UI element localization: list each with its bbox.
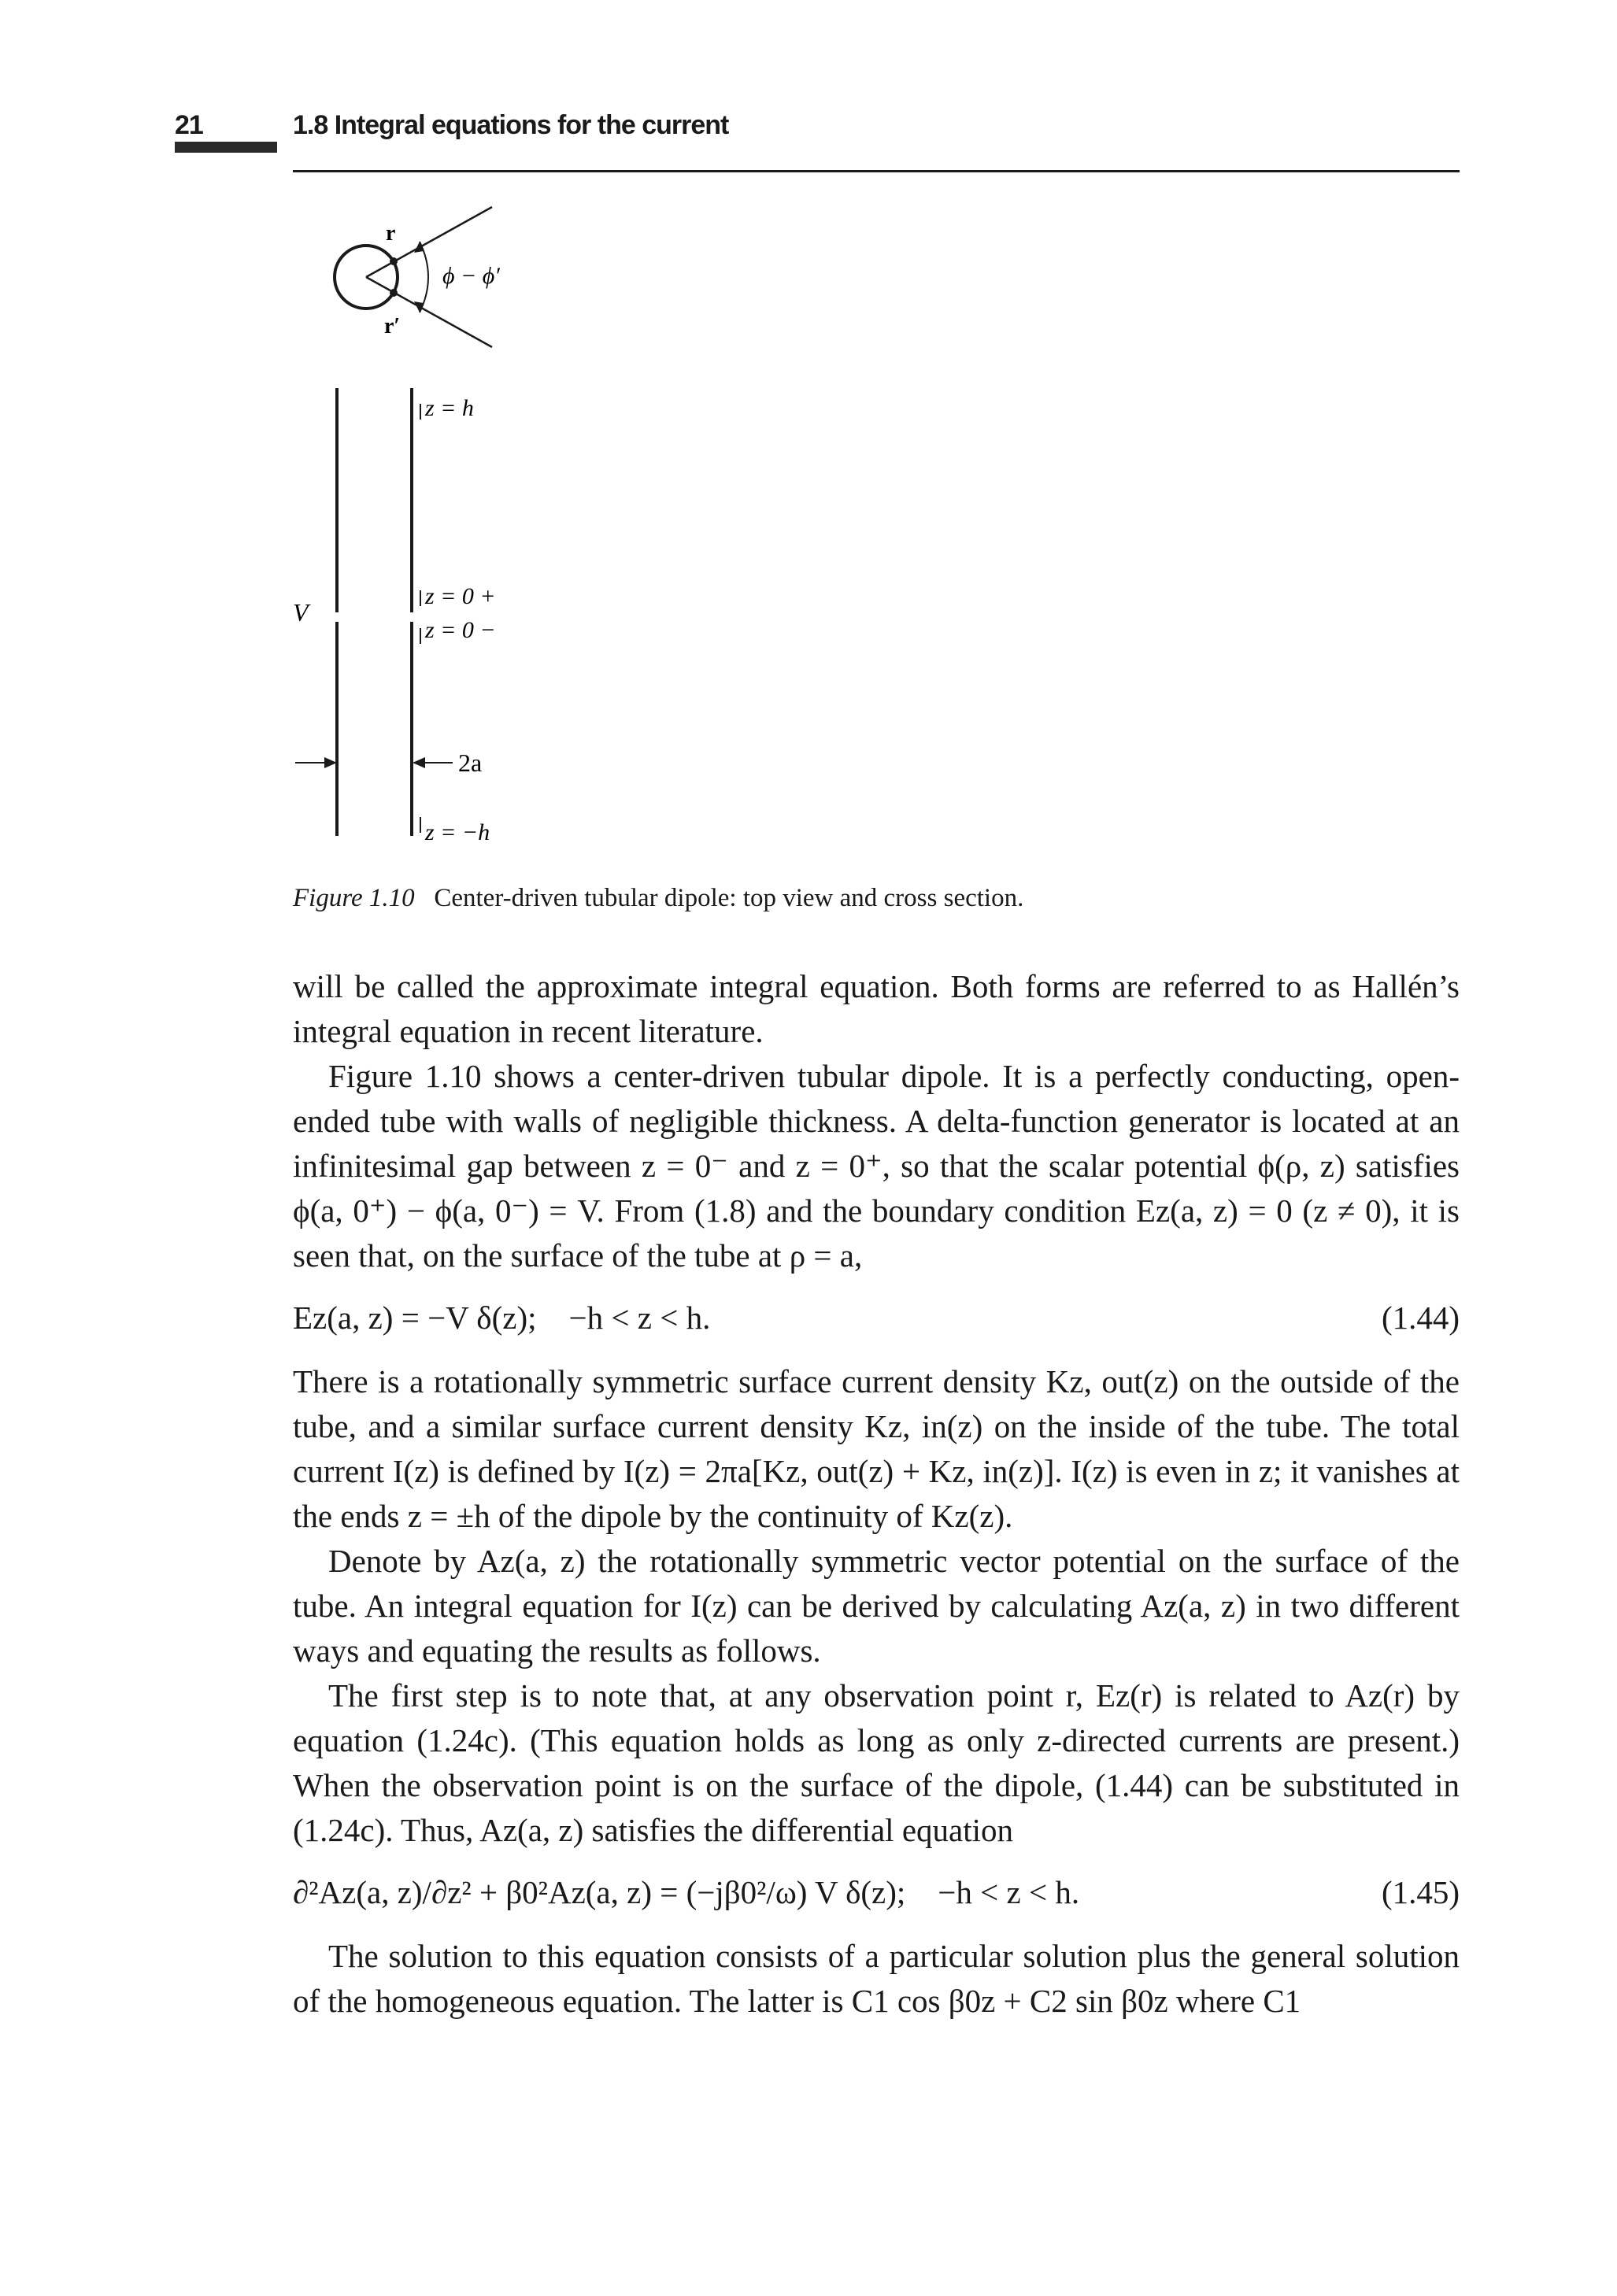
z-minus-label: z = 0 −: [425, 617, 496, 643]
width-label: 2a: [458, 749, 483, 777]
header-rule: [293, 170, 1460, 172]
angle-label: ϕ − ϕ′: [442, 263, 500, 289]
equation-1-45: [293, 1870, 1460, 1915]
page-number: 21: [175, 110, 203, 140]
header-bar: [175, 142, 277, 153]
z-top-label: z = h: [425, 395, 474, 421]
figure-caption: [293, 884, 1023, 913]
paragraph-3: There is a rotationally symmetric surface current density Kz, out(z) on the outside of the tube, and a similar surface current density Kz, in(z) on the inside of the tube. The total current I(z) is defined by I(z) = 2πa[Kz, out(z) + Kz, in(z)]. I(z) is even in z; it vanishes at the ends z = ±h of the dipole by the continuity of Kz(z).: [293, 1363, 1460, 1534]
r-label: r: [386, 221, 396, 246]
paragraph-1: will be called the approximate integral equation. Both forms are referred to as Hallén’s integral equation in recent literature.: [293, 968, 1460, 1049]
r-prime-label: r′: [384, 314, 401, 338]
equation-1-44-number: (1.44): [1381, 1300, 1460, 1336]
caption-label: Figure 1.10: [293, 884, 415, 912]
paragraph-6: The solution to this equation consists of a particular solution plus the general solution of the homogeneous equation. The latter is C1 cos β0z + C2 sin β0z where C1: [293, 1938, 1460, 2019]
equation-1-45-number: (1.45): [1381, 1874, 1460, 1910]
paragraph-4: Denote by Az(a, z) the rotationally symmetric vector potential on the surface of the tube. An integral equation for I(z) can be derived by calculating Az(a, z) in two different ways and equating the results as follows.: [293, 1543, 1460, 1669]
equation-1-44: [293, 1296, 1460, 1340]
equation-1-45-body: ∂²Az(a, z)/∂z² + β0²Az(a, z) = (−jβ0²/ω) V δ(z); −h < z < h.: [293, 1874, 1080, 1910]
caption-text: Center-driven tubular dipole: top view and cross section.: [434, 884, 1024, 912]
section-title: 1.8 Integral equations for the current: [293, 110, 729, 140]
body-text: [293, 964, 1460, 2024]
paragraph-5: The first step is to note that, at any observation point r, Ez(r) is related to Az(r) by equation (1.24c). (This equation holds as long as only z-directed currents are present.) When the observation point is on the surface of the dipole, (1.44) can be substituted in (1.24c). Thus, Az(a, z) satisfies the differential equation: [293, 1677, 1460, 1848]
z-plus-label: z = 0 +: [425, 583, 496, 609]
z-bottom-label: z = −h: [425, 819, 490, 845]
paragraph-2: Figure 1.10 shows a center-driven tubular dipole. It is a perfectly conducting, open-ended tube with walls of negligible thickness. A delta-function generator is located at an infinitesimal gap between z = 0⁻ and z = 0⁺, so that the scalar potential ϕ(ρ, z) satisfies ϕ(a, 0⁺) − ϕ(a, 0⁻) = V. From (1.8) and the boundary condition Ez(a, z) = 0 (z ≠ 0), it is seen that, on the surface of the tube at ρ = a,: [293, 1058, 1460, 1274]
dipole-figure: [268, 201, 646, 866]
voltage-label: V: [293, 598, 309, 627]
equation-1-44-body: Ez(a, z) = −V δ(z); −h < z < h.: [293, 1300, 711, 1336]
